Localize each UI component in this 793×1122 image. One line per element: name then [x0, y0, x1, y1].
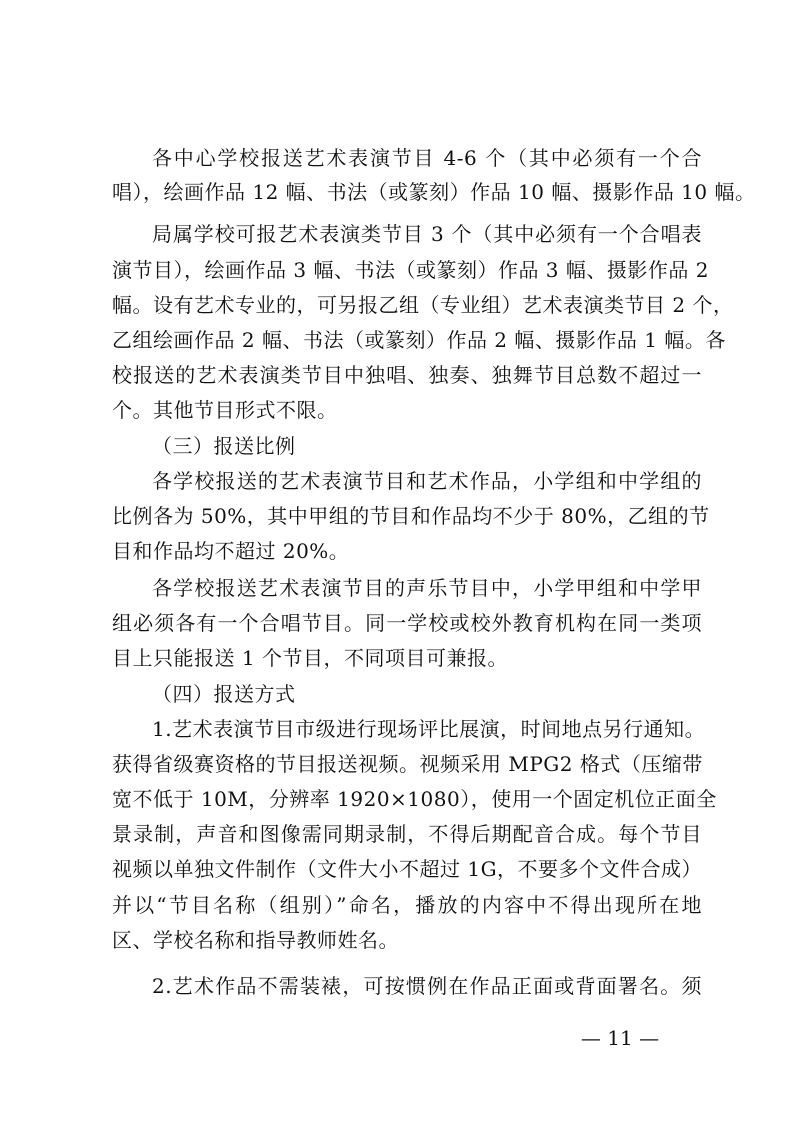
paragraph-line: 1.艺术表演节目市级进行现场评比展演，时间地点另行通知。: [152, 717, 706, 741]
section-heading: （三）报送比例: [152, 434, 296, 458]
paragraph-line: 组必须各有一个合唱节目。同一学校或校外教育机构在同一类项: [112, 611, 702, 635]
paragraph-line: 2.艺术作品不需装裱，可按惯例在作品正面或背面署名。须: [152, 974, 702, 998]
paragraph-line: 视频以单独文件制作（文件大小不超过 1G，不要多个文件合成）: [112, 857, 703, 881]
paragraph-line: 唱），绘画作品 12 幅、书法（或篆刻）作品 10 幅、摄影作品 10 幅。: [112, 180, 756, 204]
paragraph-line: 区、学校名称和指导教师姓名。: [112, 928, 399, 952]
paragraph-line: 目上只能报送 1 个节目，不同项目可兼报。: [112, 646, 508, 670]
paragraph-line: 个。其他节目形式不限。: [112, 398, 338, 422]
paragraph-line: 幅。设有艺术专业的，可另报乙组（专业组）艺术表演类节目 2 个，: [112, 293, 734, 317]
paragraph-line: 局属学校可报艺术表演类节目 3 个（其中必须有一个合唱表: [152, 222, 702, 246]
paragraph-line: 各学校报送艺术表演节目的声乐节目中，小学甲组和中学甲: [152, 576, 702, 600]
paragraph-line: 获得省级赛资格的节目报送视频。视频采用 MPG2 格式（压缩带: [112, 752, 703, 776]
page-number: — 11 —: [580, 1026, 660, 1050]
paragraph-line: 各学校报送的艺术表演节目和艺术作品，小学组和中学组的: [152, 469, 702, 493]
paragraph-line: 宽不低于 10M，分辨率 1920×1080），使用一个固定机位正面全: [112, 787, 717, 811]
paragraph-line: 各中心学校报送艺术表演节目 4-6 个（其中必须有一个合: [152, 146, 702, 170]
section-heading: （四）报送方式: [152, 682, 296, 706]
paragraph-line: 景录制，声音和图像需同期录制，不得后期配音合成。每个节目: [112, 822, 702, 846]
paragraph-line: 比例各为 50%，其中甲组的节目和作品均不少于 80%，乙组的节: [112, 504, 710, 528]
paragraph-line: 校报送的艺术表演类节目中独唱、独奏、独舞节目总数不超过一: [112, 363, 702, 387]
paragraph-line: 目和作品均不超过 20%。: [112, 539, 350, 563]
paragraph-line: 并以“节目名称（组别）”命名，播放的内容中不得出现所在地: [112, 893, 702, 917]
paragraph-line: 演节目），绘画作品 3 幅、书法（或篆刻）作品 3 幅、摄影作品 2: [112, 258, 709, 282]
paragraph-line: 乙组绘画作品 2 幅、书法（或篆刻）作品 2 幅、摄影作品 1 幅。各: [112, 328, 726, 352]
